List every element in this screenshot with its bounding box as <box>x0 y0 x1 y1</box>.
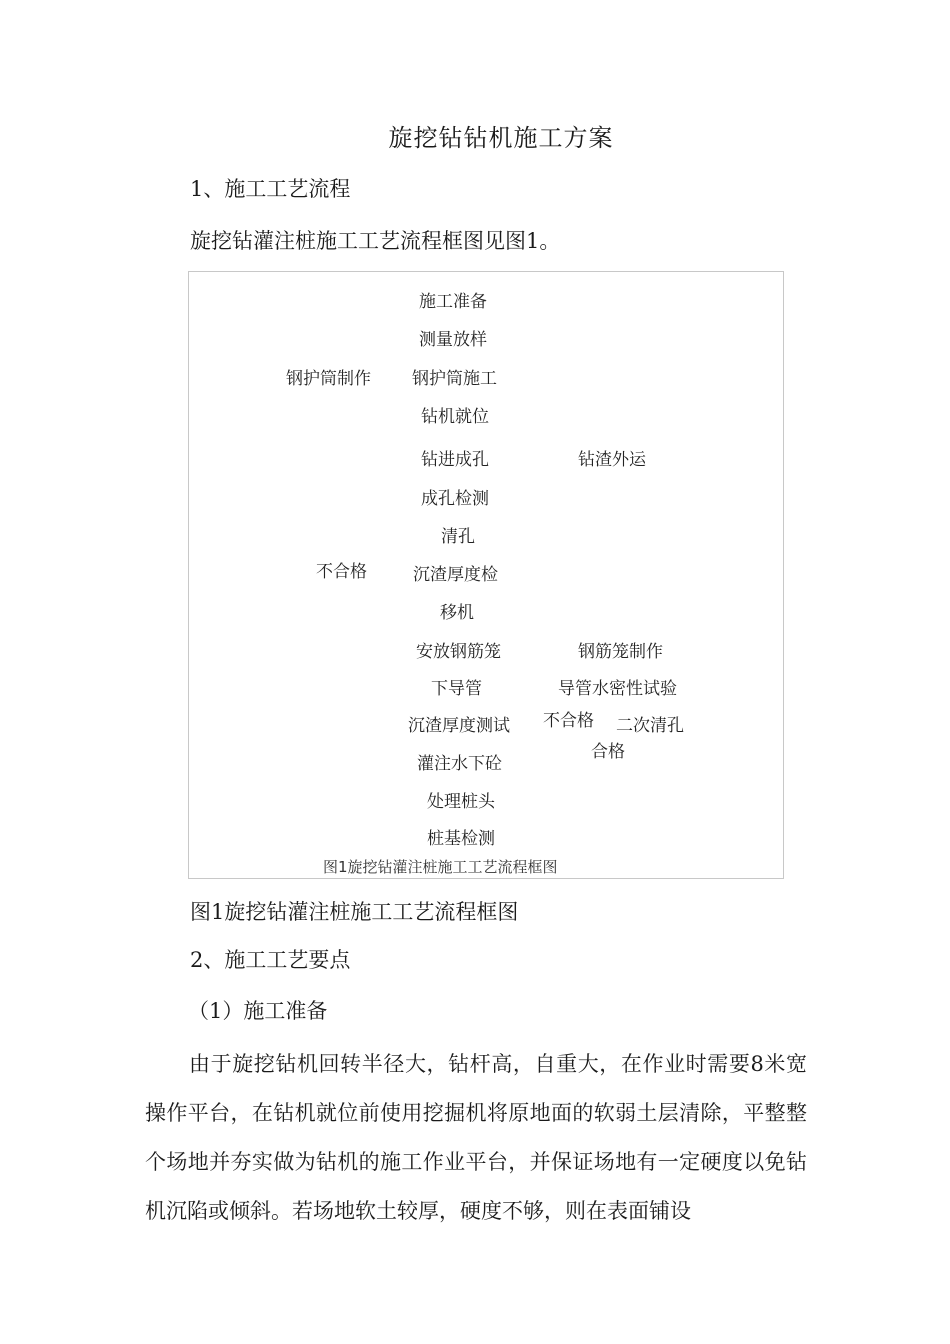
flow-side-step: 钻渣外运 <box>578 450 646 470</box>
flow-step: 桩基检测 <box>427 829 495 849</box>
flow-step: 钻进成孔 <box>421 450 489 470</box>
figure-caption: 图1旋挖钻灌注桩施工工艺流程框图 <box>190 900 519 924</box>
document-title: 旋挖钻钻机施工方案 <box>388 124 614 152</box>
subsection-1-heading: （1）施工准备 <box>188 999 328 1023</box>
flow-step: 沉渣厚度检 <box>413 565 498 585</box>
flow-step: 沉渣厚度测试 <box>408 716 510 736</box>
section-1-heading: 1、施工工艺流程 <box>190 177 351 201</box>
flow-side-step: 二次清孔 <box>616 716 684 736</box>
flow-step: 施工准备 <box>419 292 487 312</box>
flow-step: 钢护筒施工 <box>412 369 497 389</box>
flow-step: 灌注水下砼 <box>417 754 502 774</box>
flowchart-figure <box>188 271 784 879</box>
flow-step: 钻机就位 <box>421 407 489 427</box>
flow-step: 安放钢筋笼 <box>416 642 501 662</box>
flow-side-step: 钢筋笼制作 <box>578 642 663 662</box>
flow-side-step: 钢护筒制作 <box>286 369 371 389</box>
flow-side-label: 合格 <box>591 742 625 762</box>
flow-step: 处理桩头 <box>427 792 495 812</box>
flow-step: 移机 <box>440 603 474 623</box>
flow-step: 成孔检测 <box>421 489 489 509</box>
flow-step: 测量放样 <box>419 330 487 350</box>
figure-inner-caption: 图1旋挖钻灌注桩施工工艺流程框图 <box>323 858 558 876</box>
flow-side-label: 不合格 <box>543 711 594 731</box>
flow-side-step: 导管水密性试验 <box>558 679 677 699</box>
flow-step: 清孔 <box>441 527 475 547</box>
flow-side-label: 不合格 <box>316 562 367 582</box>
section-2-heading: 2、施工工艺要点 <box>190 948 351 972</box>
intro-text: 旋挖钻灌注桩施工工艺流程框图见图1。 <box>190 229 561 253</box>
flow-step: 下导管 <box>431 679 482 699</box>
body-paragraph: 由于旋挖钻机回转半径大，钻杆高，自重大，在作业时需要8米宽操作平台，在钻机就位前使用挖掘机将原地面的软弱土层清除，平整整个场地并夯实做为钻机的施工作业平台，并保证场地有一定硬度以免钻机沉陷或倾斜。若场地软土较厚，硬度不够，则在表面铺设 <box>145 1052 807 1223</box>
